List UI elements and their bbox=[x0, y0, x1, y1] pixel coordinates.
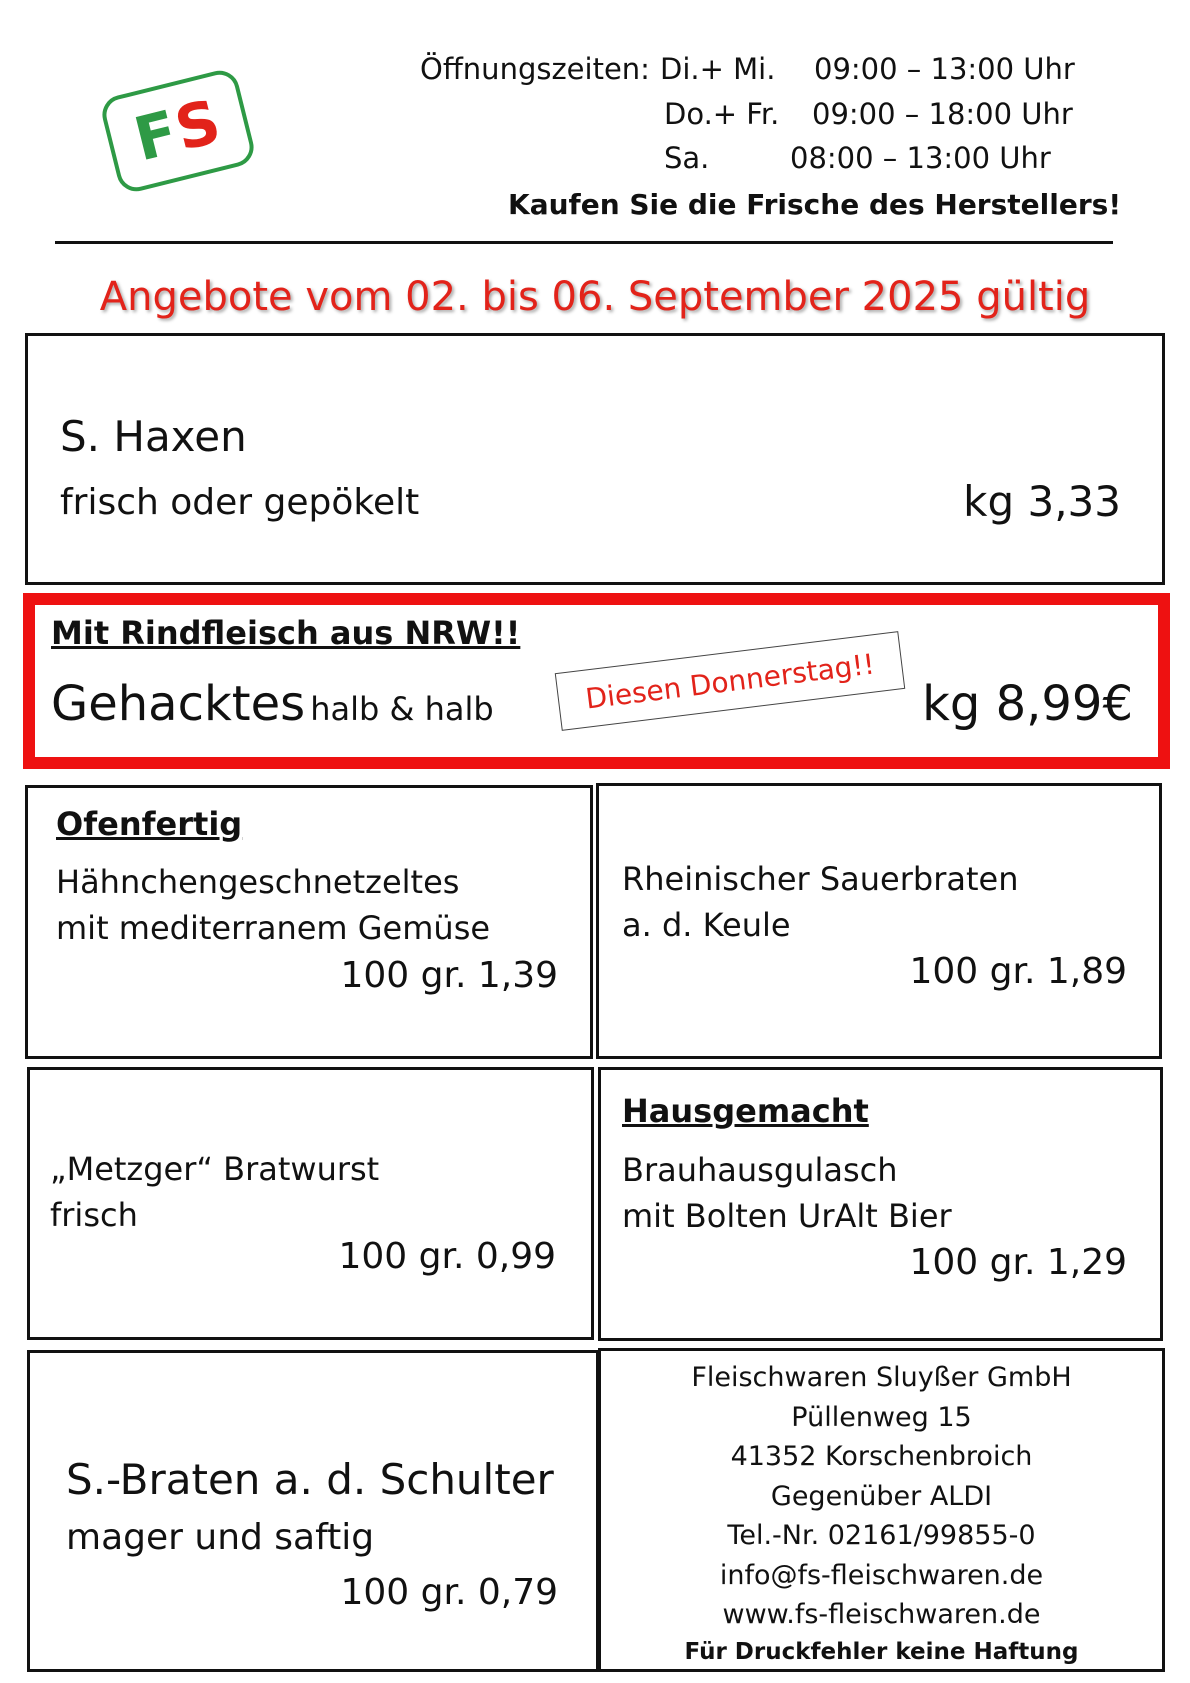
gulasch-price: 100 gr. 1,29 bbox=[909, 1242, 1127, 1283]
gulasch-heading: Hausgemacht bbox=[622, 1092, 869, 1130]
hours-time-1: 09:00 – 13:00 Uhr bbox=[814, 52, 1075, 86]
header-divider bbox=[55, 241, 1113, 244]
logo-letter-s: S bbox=[168, 86, 229, 166]
gulasch-line-2: mit Bolten UrAlt Bier bbox=[622, 1197, 952, 1235]
gulasch-line-1: Brauhausgulasch bbox=[622, 1151, 898, 1189]
location-hint: Gegenüber ALDI bbox=[770, 1480, 993, 1512]
sauerbraten-line-2: a. d. Keule bbox=[622, 906, 791, 944]
gehacktes-price: kg 8,99€ bbox=[922, 676, 1133, 732]
braten-price: 100 gr. 0,79 bbox=[340, 1572, 558, 1613]
hours-time-3: 08:00 – 13:00 Uhr bbox=[790, 141, 1051, 175]
fs-logo bbox=[98, 67, 258, 196]
braten-description: mager und saftig bbox=[66, 1517, 375, 1558]
tagline: Kaufen Sie die Frische des Herstellers! bbox=[508, 188, 1122, 221]
street: Püllenweg 15 bbox=[791, 1401, 972, 1433]
offer-box-braten bbox=[27, 1350, 599, 1672]
haehnchen-heading: Ofenfertig bbox=[56, 805, 243, 843]
sauerbraten-line-1: Rheinischer Sauerbraten bbox=[622, 860, 1019, 898]
city: 41352 Korschenbroich bbox=[730, 1441, 1033, 1472]
braten-name: S.-Braten a. d. Schulter bbox=[66, 1455, 554, 1504]
hours-days-1: Di.+ Mi. bbox=[660, 52, 776, 86]
gehacktes-suffix: halb & halb bbox=[310, 690, 494, 728]
hours-days-3: Sa. bbox=[664, 141, 710, 175]
haxen-description: frisch oder gepökelt bbox=[60, 482, 420, 523]
haxen-name: S. Haxen bbox=[60, 412, 247, 461]
hours-label: Öffnungszeiten: bbox=[420, 52, 650, 86]
haehnchen-price: 100 gr. 1,39 bbox=[340, 955, 558, 996]
address-block bbox=[598, 1358, 1165, 1635]
company-name: Fleischwaren Sluyßer GmbH bbox=[691, 1362, 1072, 1393]
sauerbraten-price: 100 gr. 1,89 bbox=[909, 951, 1127, 992]
offer-period-headline: Angebote vom 02. bis 06. September 2025 gültig bbox=[99, 274, 1091, 320]
haxen-price: kg 3,33 bbox=[963, 477, 1121, 526]
website: www.fs-fleischwaren.de bbox=[722, 1599, 1041, 1630]
disclaimer: Für Druckfehler keine Haftung bbox=[684, 1639, 1079, 1665]
bratwurst-price: 100 gr. 0,99 bbox=[338, 1236, 556, 1277]
gehacktes-name: Gehacktes bbox=[51, 676, 306, 732]
phone: Tel.-Nr. 02161/99855-0 bbox=[727, 1520, 1036, 1551]
gehacktes-title bbox=[51, 676, 494, 732]
hours-days-2: Do.+ Fr. bbox=[664, 97, 780, 131]
haehnchen-line-1: Hähnchengeschnetzeltes bbox=[56, 863, 460, 901]
gehacktes-heading: Mit Rindfleisch aus NRW!! bbox=[51, 614, 521, 652]
email: info@fs-fleischwaren.de bbox=[719, 1559, 1044, 1591]
hours-time-2: 09:00 – 18:00 Uhr bbox=[812, 97, 1073, 131]
bratwurst-line-2: frisch bbox=[50, 1196, 138, 1234]
haehnchen-line-2: mit mediterranem Gemüse bbox=[56, 909, 491, 947]
bratwurst-line-1: „Metzger“ Bratwurst bbox=[50, 1150, 380, 1188]
donnerstag-stamp: Diesen Donnerstag!! bbox=[555, 631, 905, 731]
logo-letter-f: F bbox=[127, 97, 186, 176]
